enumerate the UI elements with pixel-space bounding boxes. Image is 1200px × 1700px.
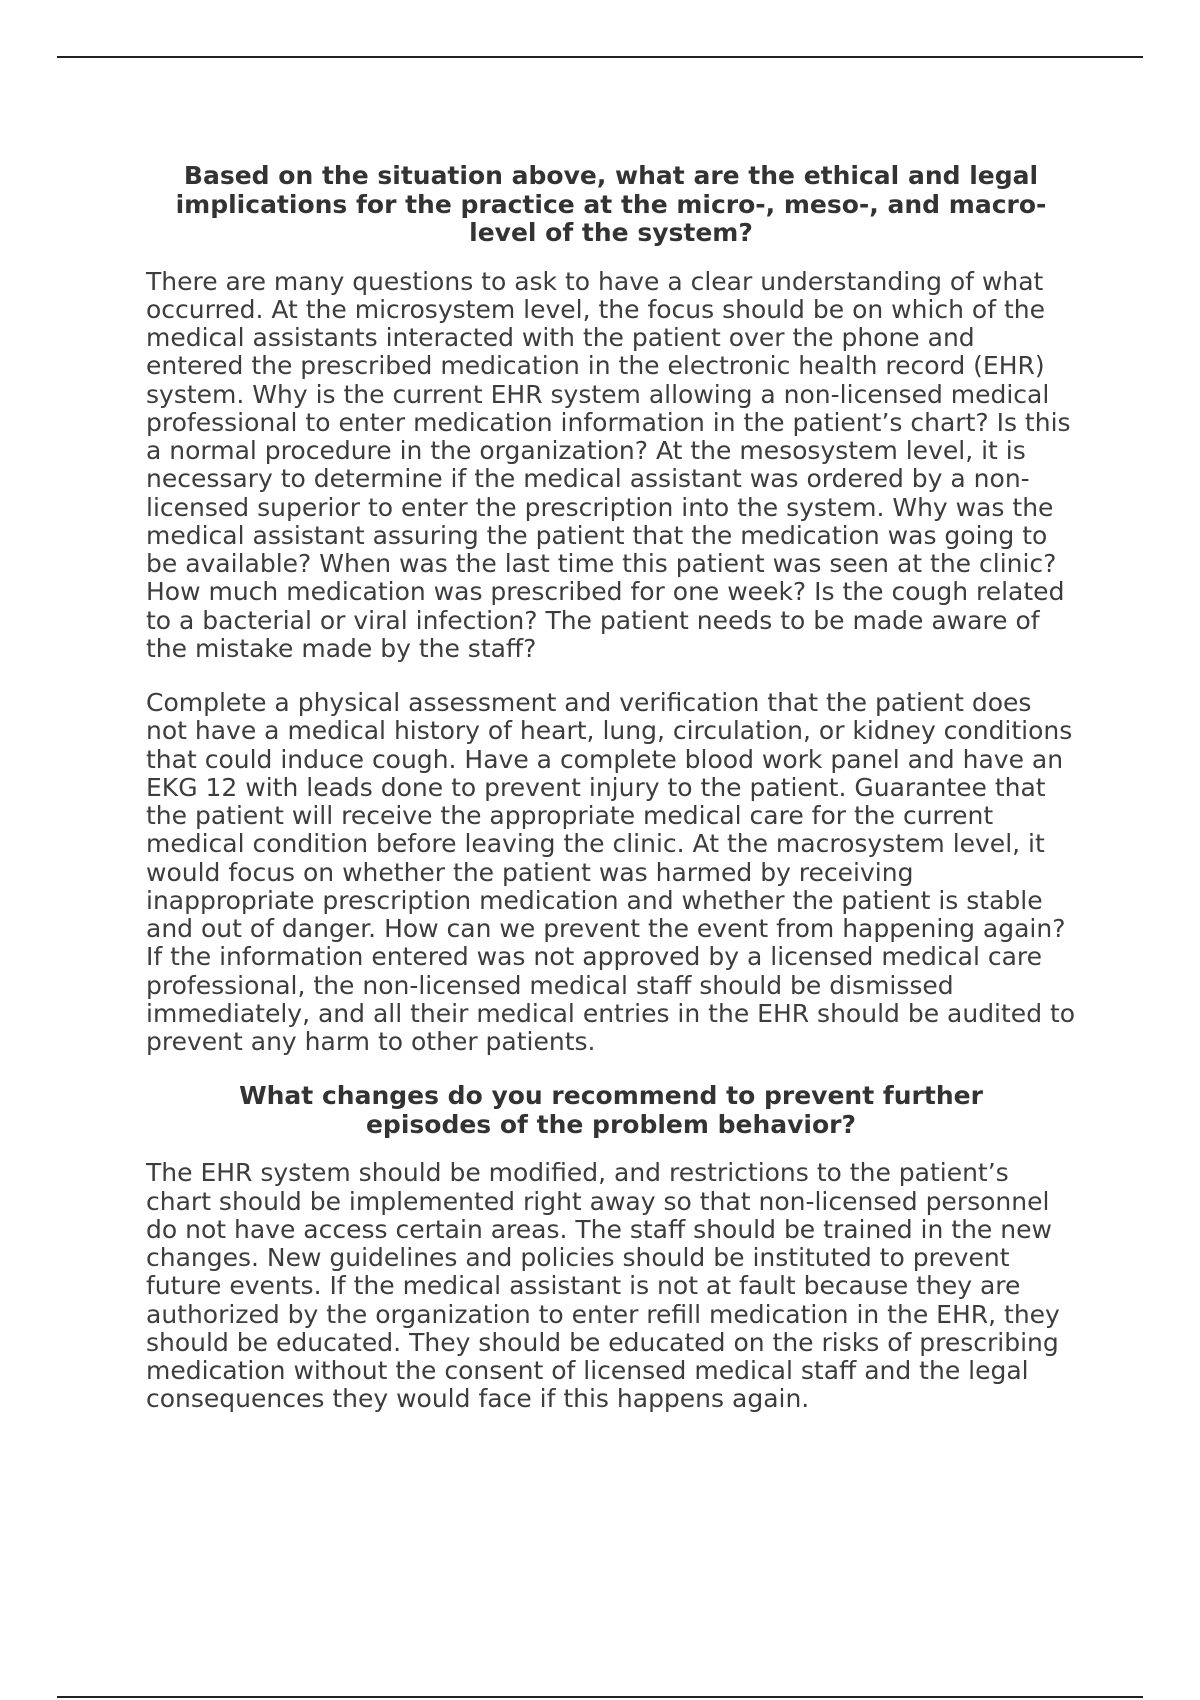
document-body [146, 162, 1076, 1440]
paragraph-microsystem: There are many questions to ask to have a clear understanding of what occurred. At the microsystem level, the focus should be on which of the medical assistants interacted with the patient over the phone and entered the prescribed medication in the electronic health record (EHR) system. Why is the current EHR system allowing a non-licensed medical professional to enter medication information in the patient’s chart? Is this a normal procedure in the organization? At the mesosystem level, it is necessary to determine if the medical assistant was ordered by a non-licensed superior to enter the prescription into the system. Why was the medical assistant assuring the patient that the medication was going to be available? When was the last time this patient was seen at the clinic? How much medication was prescribed for one week? Is the cough related to a bacterial or viral infection? The patient needs to be made aware of the mistake made by the staff? [146, 266, 1071, 663]
paragraph-recommendations: The EHR system should be modified, and restrictions to the patient’s chart should be implemented right away so that non-licensed personnel do not have access certain areas. The staff should be trained in the new changes. New guidelines and policies should be instituted to prevent future events. If the medical assistant is not at fault because they are authorized by the organization to enter refill medication in the EHR, they should be educated. They should be educated on the risks of prescribing medication without the consent of licensed medical staff and the legal consequences they would face if this happens again. [146, 1158, 1060, 1414]
footer-rule [57, 1696, 1143, 1698]
paragraph-macrosystem: Complete a physical assessment and verification that the patient does not have a medical history of heart, lung, circulation, or kidney conditions that could induce cough. Have a complete blood work panel and have an EKG 12 with leads done to prevent injury to the patient. Guarantee that the patient will receive the appropriate medical care for the current medical condition before leaving the clinic. At the macrosystem level, it would focus on whether the patient was harmed by receiving inappropriate prescription medication and whether the patient is stable and out of danger. How can we prevent the event from happening again? If the information entered was not approved by a licensed medical care professional, the non-licensed medical staff should be dismissed immediately, and all their medical entries in the EHR should be audited to prevent any harm to other patients. [146, 688, 1076, 1056]
section-heading-implications: Based on the situation above, what are the ethical and legal implications for the practice at the micro-, meso-, and macro-level of the system? [175, 161, 1047, 247]
section-heading-recommendations: What changes do you recommend to prevent further episodes of the problem behavior? [239, 1081, 983, 1139]
header-rule [57, 56, 1143, 58]
